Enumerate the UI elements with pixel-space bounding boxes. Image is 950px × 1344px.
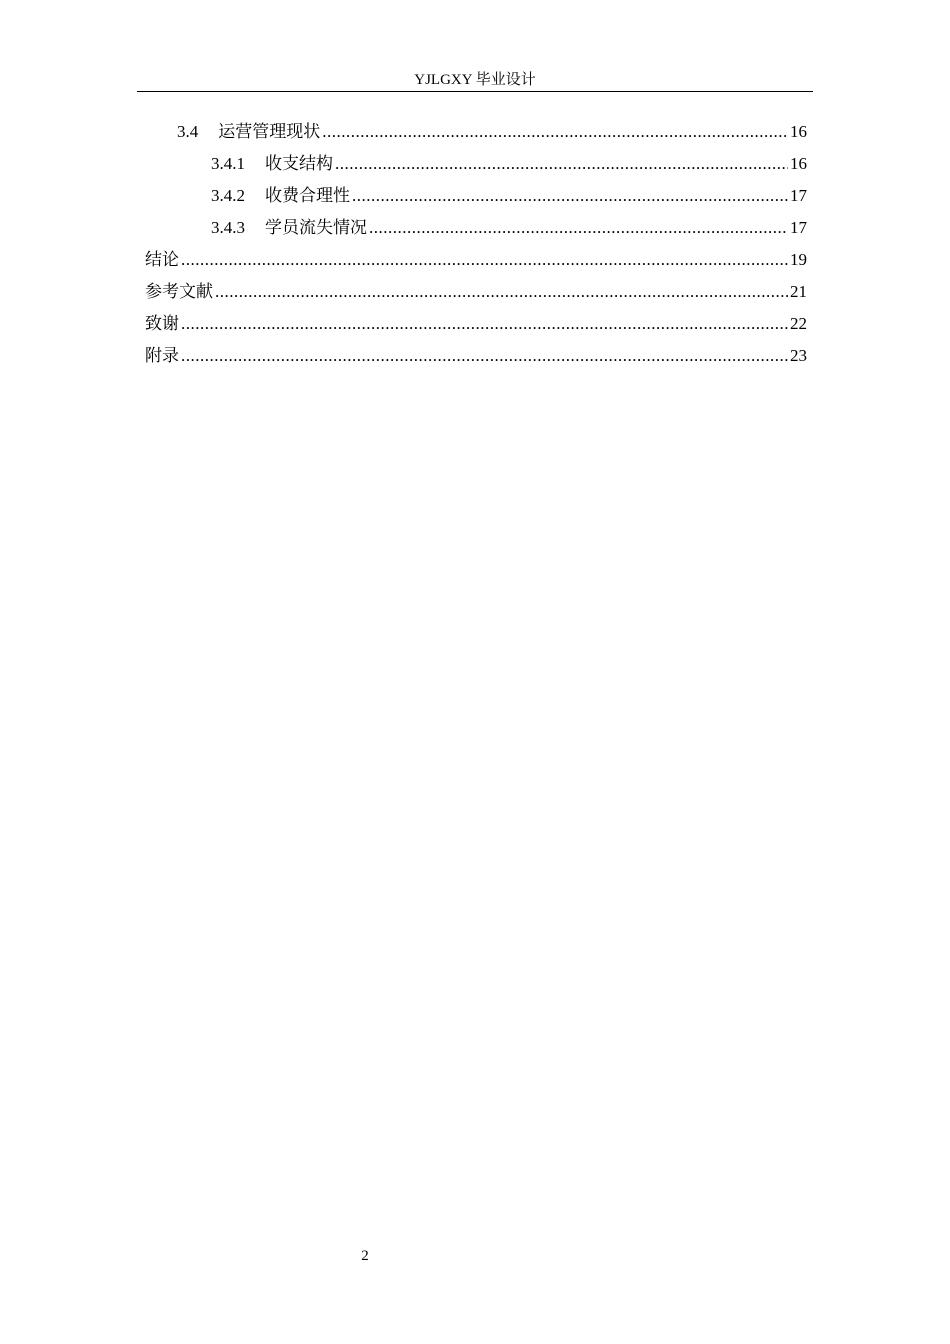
- toc-entry-conclusion[interactable]: [145, 244, 807, 276]
- toc-leader-dots: [352, 180, 788, 212]
- toc-entry-title: 收支结构: [265, 154, 333, 173]
- toc-leader-dots: [181, 340, 788, 372]
- header-rule: [137, 91, 813, 92]
- toc-entry-3-4-3[interactable]: [145, 212, 807, 244]
- toc-entry-number: 3.4: [177, 122, 199, 141]
- toc-leader-dots: [322, 116, 788, 148]
- toc-entry-page: 21: [790, 282, 807, 301]
- toc-entry-3-4[interactable]: [145, 116, 807, 148]
- table-of-contents: [145, 116, 807, 372]
- toc-leader-dots: [181, 244, 788, 276]
- toc-entry-page: 22: [790, 314, 807, 333]
- toc-entry-number: 3.4.2: [211, 186, 245, 205]
- toc-entry-title: 结论: [145, 250, 179, 270]
- toc-entry-page: 23: [790, 346, 807, 365]
- toc-entry-title: 致谢: [145, 314, 179, 334]
- toc-entry-page: 16: [790, 154, 807, 173]
- toc-entry-title: 收费合理性: [265, 186, 350, 205]
- toc-entry-title: 运营管理现状: [218, 122, 321, 141]
- toc-entry-page: 17: [790, 186, 807, 205]
- toc-entry-title: 学员流失情况: [265, 218, 367, 237]
- toc-entry-number: 3.4.1: [211, 154, 245, 173]
- toc-entry-references[interactable]: [145, 276, 807, 308]
- toc-entry-title: 附录: [145, 346, 179, 366]
- toc-entry-page: 17: [790, 218, 807, 237]
- toc-entry-acknowledgements[interactable]: [145, 308, 807, 340]
- page-number: 2: [361, 1248, 369, 1264]
- toc-entry-title: 参考文献: [145, 282, 213, 302]
- toc-entry-number: 3.4.3: [211, 218, 245, 237]
- toc-leader-dots: [335, 148, 788, 180]
- toc-leader-dots: [369, 212, 788, 244]
- toc-entry-3-4-1[interactable]: [145, 148, 807, 180]
- toc-leader-dots: [181, 308, 788, 340]
- toc-entry-3-4-2[interactable]: [145, 180, 807, 212]
- toc-entry-page: 19: [790, 250, 807, 269]
- page-header: YJLGXY 毕业设计: [414, 72, 536, 88]
- toc-entry-page: 16: [790, 122, 807, 141]
- toc-entry-appendix[interactable]: [145, 340, 807, 372]
- toc-leader-dots: [215, 276, 788, 308]
